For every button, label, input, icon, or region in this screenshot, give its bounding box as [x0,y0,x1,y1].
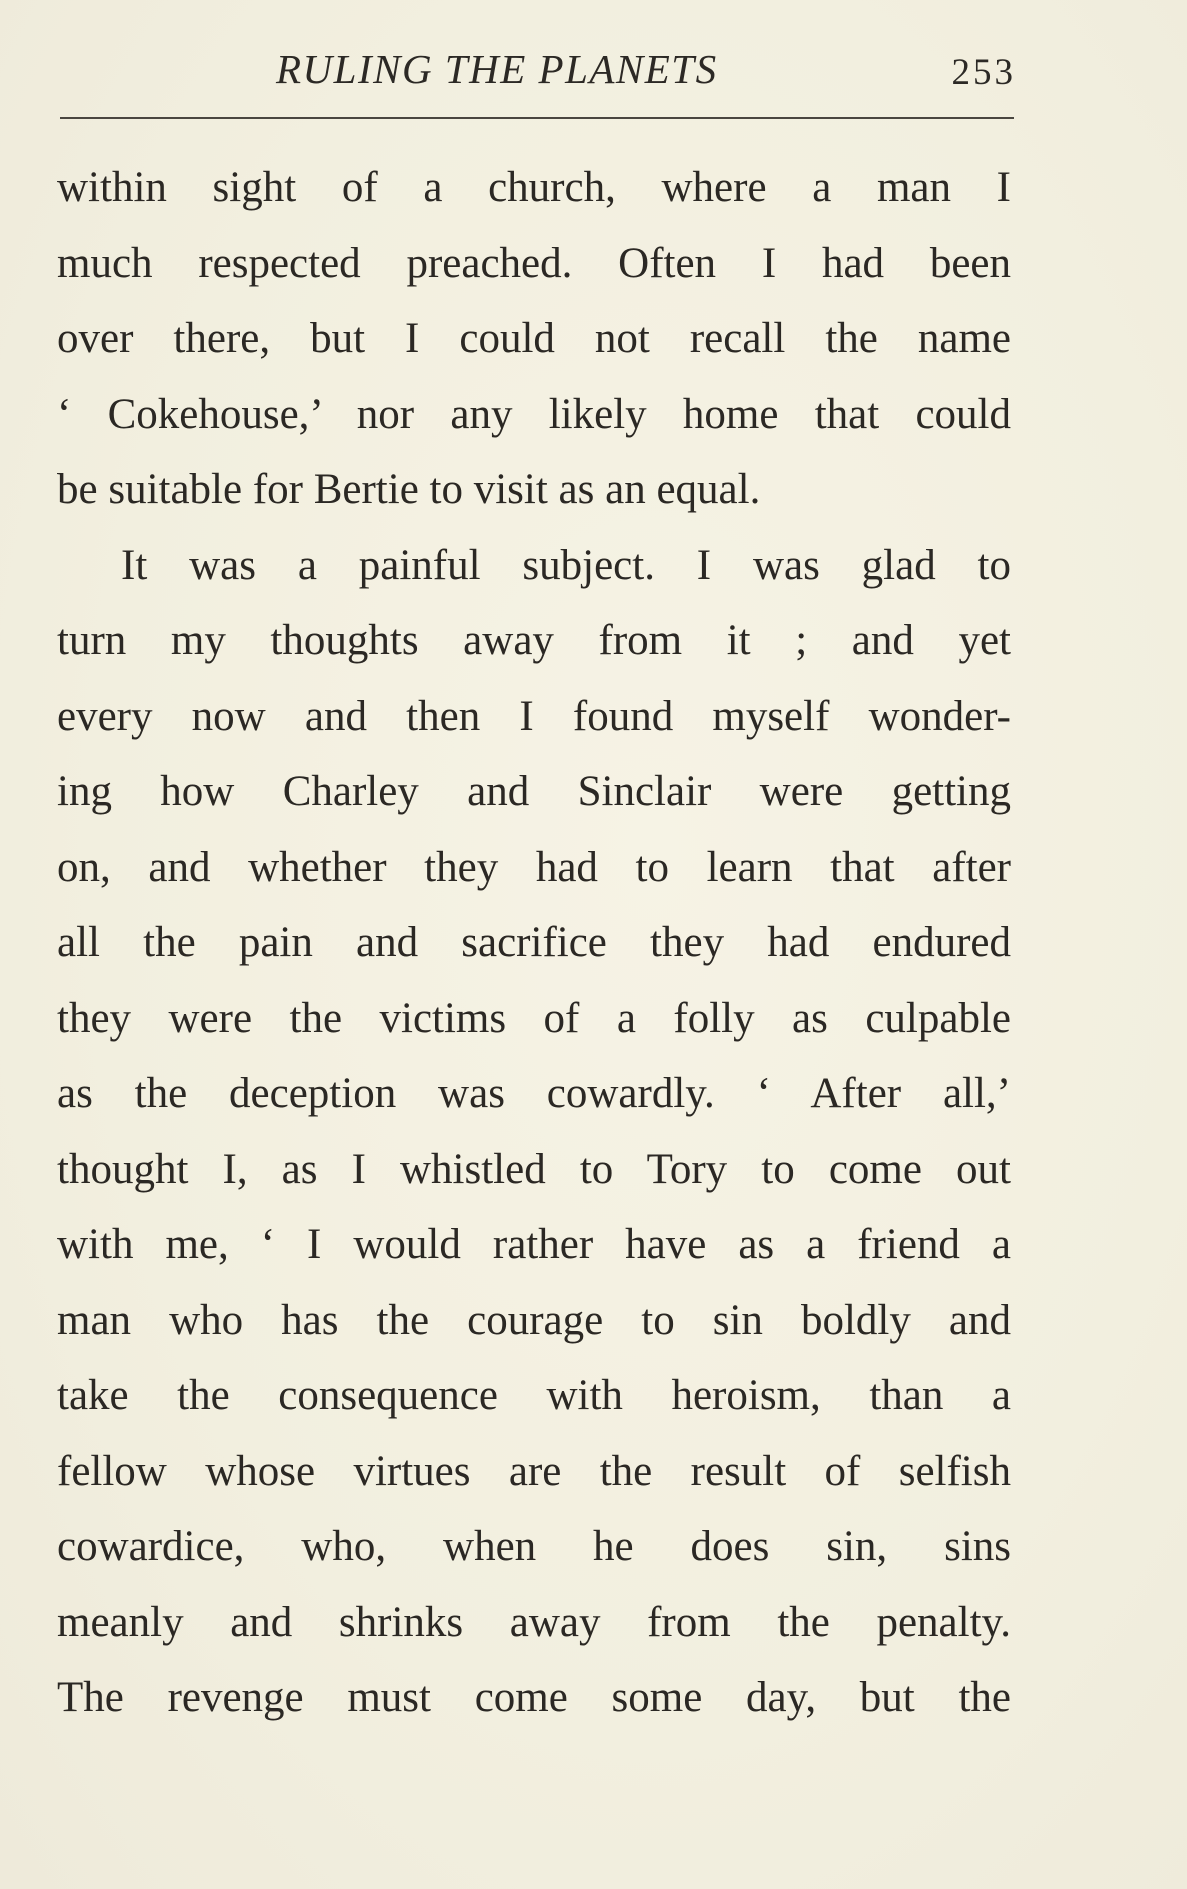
text-line: take the consequence with heroism, than a [57,1372,1011,1419]
text-line: over there, but I could not recall the name [57,315,1011,362]
text-line: on, and whether they had to learn that after [57,843,1011,891]
text-line: turn my thoughts away from it ; and yet [57,617,1011,664]
running-title: RULING THE PLANETS [276,46,718,92]
running-head [58,44,1016,94]
text-line: within sight of a church, where a man I [57,164,1011,211]
text-line: The revenge must come some day, but the [57,1674,1011,1721]
text-line: be suitable for Bertie to visit as an equal. [57,466,761,513]
text-line: much respected preached. Often I had been [57,239,1011,287]
body-text [57,150,1011,1736]
text-line: all the pain and sacrifice they had endured [57,919,1011,966]
text-line: they were the victims of a folly as culpable [57,994,1011,1042]
text-line: man who has the courage to sin boldly and [57,1296,1011,1344]
text-line: It was a painful subject. I was glad to [121,541,1011,589]
text-line: with me, ‘ I would rather have as a friend a [57,1221,1011,1268]
text-line: as the deception was cowardly. ‘ After all,’ [57,1070,1011,1117]
text-line: cowardice, who, when he does sin, sins [57,1523,1011,1570]
text-line: ‘ Cokehouse,’ nor any likely home that could [57,390,1011,438]
text-line: thought I, as I whistled to Tory to come out [57,1145,1011,1193]
page-number: 253 [951,52,1016,93]
text-line: fellow whose virtues are the result of selfish [57,1447,1011,1495]
header-rule [60,117,1014,119]
text-line: ing how Charley and Sinclair were getting [57,768,1011,815]
text-line: every now and then I found myself wonder- [57,692,1011,740]
text-line: meanly and shrinks away from the penalty. [57,1598,1011,1646]
